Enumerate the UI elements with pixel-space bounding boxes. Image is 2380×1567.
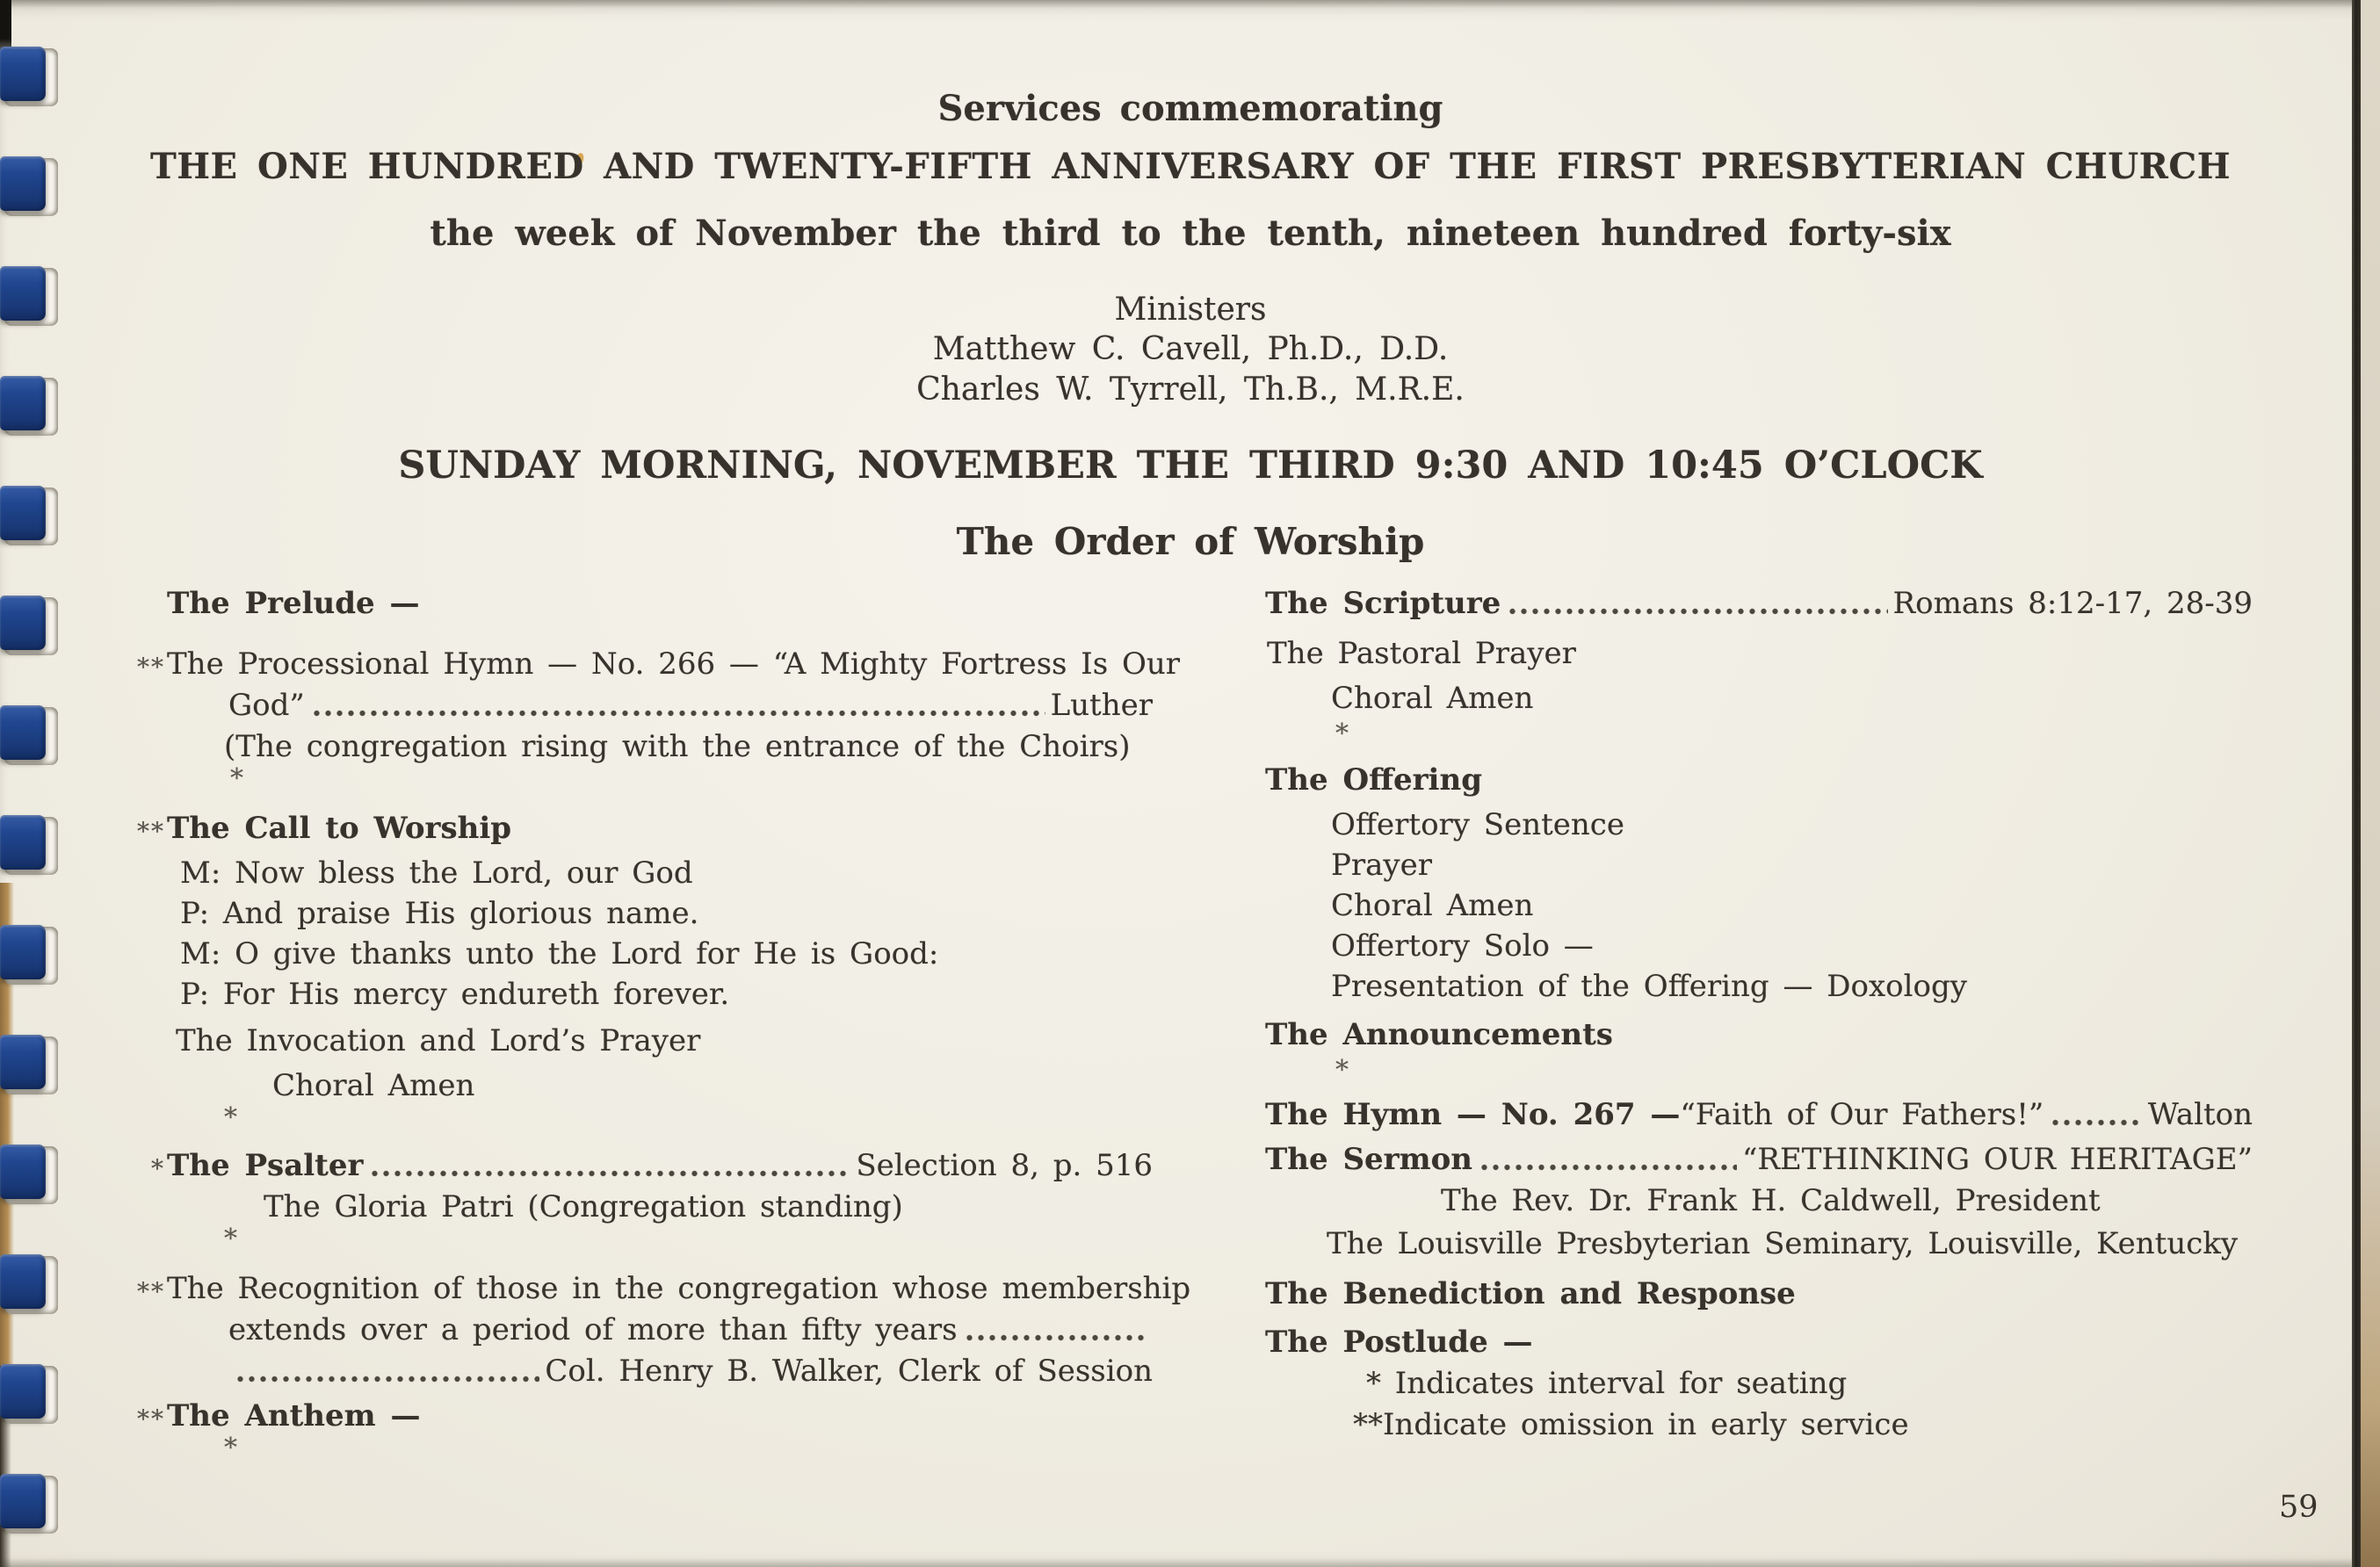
line-bold: The Scripture: [1265, 586, 1501, 621]
footnote-marker: **: [137, 1405, 165, 1433]
line-text: P: And praise His glorious name.: [180, 896, 699, 931]
line-bold: The Call to Worship: [167, 811, 512, 846]
line-text: Prayer: [1331, 848, 1432, 883]
binding-tab: [0, 156, 46, 211]
line-text: Choral Amen: [1331, 888, 1534, 923]
binding-tab: [0, 1254, 46, 1309]
line-text: **Indicate omission in early service: [1353, 1407, 1909, 1442]
order-line: [1265, 967, 2253, 1007]
order-line: [1265, 761, 2253, 800]
order-line: [132, 809, 1153, 848]
binding-tab: [0, 376, 46, 430]
order-line: [1265, 1224, 2253, 1264]
line-text: M: Now bless the Lord, our God: [180, 856, 693, 891]
binding-tab: [0, 266, 46, 321]
line-text: Col. Henry B. Walker, Clerk of Session: [545, 1354, 1153, 1389]
scan-bottom-shadow: [0, 1558, 2352, 1567]
order-line: [1265, 805, 2253, 845]
line-text: “Faith of Our Fathers!”: [1680, 1097, 2044, 1132]
order-line: [132, 1066, 1153, 1106]
footnote-marker: **: [137, 817, 165, 846]
line-text: Offertory Sentence: [1331, 807, 1624, 842]
order-line: [132, 894, 1153, 934]
line-text: *: [224, 1433, 237, 1463]
binding-tab: [0, 1474, 46, 1528]
line-bold: The Prelude —: [167, 586, 420, 621]
order-line: [1265, 1181, 2253, 1221]
line-right: Selection 8, p. 516: [856, 1148, 1153, 1183]
page-number: 59: [2279, 1490, 2319, 1525]
dot-leader: [966, 1333, 1147, 1342]
line-text: *: [230, 763, 243, 794]
line-bold: The Hymn — No. 267 —: [1265, 1097, 1681, 1132]
week-line: the week of November the third to the tenth, nineteen hundred forty-six: [430, 213, 1951, 254]
minister-name: Charles W. Tyrrell, Th.B., M.R.E.: [916, 372, 1465, 408]
line-text: The Recognition of those in the congregation whose membership: [167, 1271, 1191, 1306]
line-right: Walton: [2147, 1097, 2253, 1132]
order-line: [132, 935, 1153, 974]
order-line: [132, 1311, 1153, 1350]
footnote-marker: **: [137, 653, 165, 682]
order-of-worship-heading: The Order of Worship: [956, 520, 1425, 563]
line-text: The Rev. Dr. Frank H. Caldwell, President: [1441, 1183, 2101, 1218]
order-line: [1265, 1364, 2253, 1404]
order-right-column: [1265, 584, 2253, 1445]
order-line: [132, 1269, 1191, 1309]
line-text: The Invocation and Lord’s Prayer: [176, 1023, 701, 1058]
order-line: [1265, 1405, 2253, 1445]
dot-leader: [372, 1169, 850, 1178]
binding-tab: [0, 815, 46, 870]
service-heading: SUNDAY MORNING, NOVEMBER THE THIRD 9:30 AND 10:45 O’CLOCK: [398, 444, 1983, 487]
order-line: [132, 1022, 1153, 1061]
order-line: [1265, 634, 2253, 674]
line-text: The Pastoral Prayer: [1267, 636, 1576, 671]
binding-tab: [0, 596, 46, 650]
ministers-label: Ministers: [1114, 292, 1267, 328]
page-edge-line: [2352, 0, 2361, 1567]
line-text: * Indicates interval for seating: [1366, 1366, 1848, 1401]
order-line: [1265, 584, 2253, 624]
order-line: [1265, 679, 2253, 719]
order-line: [1265, 927, 2253, 966]
main-title: THE ONE HUNDRED AND TWENTY-FIFTH ANNIVERSARY OF THE FIRST PRESBYTERIAN CHURCH: [150, 146, 2231, 187]
binding-tab: [0, 47, 46, 101]
scan-top-shadow: [0, 0, 2352, 8]
binding-tab: [0, 486, 46, 540]
binding-tab: [0, 1035, 46, 1089]
dot-leader: [237, 1375, 539, 1383]
binding-tab: [0, 925, 46, 979]
line-text: *: [1335, 719, 1349, 749]
line-text: *: [1335, 1055, 1349, 1086]
order-line: [1265, 1323, 2253, 1362]
order-line: [132, 727, 1153, 767]
order-line: [132, 1188, 1153, 1227]
binding-tab: [0, 1145, 46, 1199]
order-line: [132, 763, 1153, 794]
minister-name: Matthew C. Cavell, Ph.D., D.D.: [932, 331, 1449, 367]
dot-leader: [314, 709, 1045, 718]
line-bold: The Anthem —: [167, 1398, 421, 1433]
order-line: [1265, 846, 2253, 885]
binding-tab: [0, 705, 46, 760]
line-text: The Gloria Patri (Congregation standing): [264, 1189, 903, 1224]
order-line: [1265, 1015, 2253, 1055]
footnote-marker: **: [137, 1277, 165, 1306]
line-right: “RETHINKING OUR HERITAGE”: [1741, 1142, 2253, 1177]
order-line: [132, 975, 1153, 1015]
line-text: Choral Amen: [1331, 681, 1534, 716]
line-bold: The Psalter: [167, 1148, 364, 1183]
order-line: [132, 854, 1153, 893]
line-text: *: [224, 1102, 237, 1133]
line-right: Romans 8:12-17, 28-39: [1892, 586, 2253, 621]
line-text: Choral Amen: [272, 1068, 475, 1103]
dot-leader: [2052, 1118, 2143, 1127]
order-line: [132, 1352, 1153, 1391]
line-bold: The Sermon: [1265, 1142, 1472, 1177]
scan-background-strip: [2361, 0, 2380, 1567]
binding-tab: [0, 1364, 46, 1419]
order-line: [1265, 1275, 2253, 1314]
dot-leader: [1481, 1163, 1737, 1172]
footnote-marker: *: [151, 1154, 165, 1183]
line-text: *: [224, 1224, 237, 1254]
order-line: [132, 1433, 1153, 1463]
services-line: Services commemorating: [937, 88, 1443, 129]
order-line: [1265, 1140, 2253, 1180]
order-line: [1265, 719, 2253, 749]
order-line: [132, 584, 1153, 624]
order-line: [132, 645, 1181, 684]
line-bold: The Postlude —: [1265, 1325, 1533, 1360]
line-text: The Louisville Presbyterian Seminary, Louisville, Kentucky: [1327, 1226, 2239, 1261]
order-line: [132, 1102, 1153, 1133]
line-text: God”: [228, 688, 305, 723]
line-bold: The Offering: [1265, 762, 1482, 798]
dot-leader: [1509, 607, 1887, 616]
order-line: [132, 1224, 1153, 1254]
line-text: M: O give thanks unto the Lord for He is Good:: [180, 936, 939, 971]
line-right: Luther: [1050, 688, 1153, 723]
order-line: [132, 686, 1153, 726]
line-text: Presentation of the Offering — Doxology: [1331, 969, 1967, 1004]
line-text: P: For His mercy endureth forever.: [180, 977, 730, 1012]
line-bold: The Benediction and Response: [1265, 1276, 1796, 1311]
order-line: [1265, 1055, 2253, 1086]
line-text: The Processional Hymn — No. 266 — “A Mighty Fortress Is Our: [167, 646, 1181, 682]
order-line: [132, 1146, 1153, 1186]
order-line: [1265, 886, 2253, 926]
order-left-column: [132, 584, 1191, 1463]
line-bold: The Announcements: [1265, 1017, 1613, 1052]
line-text: extends over a period of more than fifty years: [228, 1312, 958, 1347]
line-text: Offertory Solo —: [1331, 928, 1594, 964]
line-text: (The congregation rising with the entrance of the Choirs): [224, 729, 1131, 764]
order-line: [132, 1397, 1153, 1436]
order-line: [1265, 1095, 2253, 1135]
